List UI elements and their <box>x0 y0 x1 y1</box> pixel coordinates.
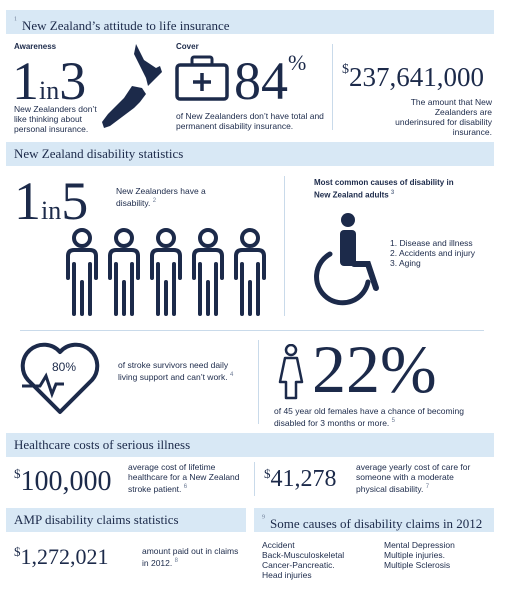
section-header-attitude <box>6 10 494 34</box>
new-zealand-map-icon <box>96 42 174 134</box>
section-header-healthcare <box>6 433 494 457</box>
person-icon <box>236 230 264 314</box>
females-text: of 45 year old females have a chance of becoming disabled for 3 months or more. $^5$ <box>274 406 464 428</box>
list-item: Accident <box>262 540 295 550</box>
section-title: Some causes of disability claims in 2012 <box>270 516 483 531</box>
section-title: New Zealand disability statistics <box>14 146 184 161</box>
section-header-causes-claims <box>254 508 494 532</box>
common-causes-list <box>390 238 475 268</box>
healthcare-left-amount: $100,000 <box>14 466 112 497</box>
list-item: 2. Accidents and injury <box>390 248 476 258</box>
section-title: New Zealand’s attitude to life insurance <box>22 18 230 33</box>
stroke-percent: 80% <box>52 360 77 374</box>
footnote-ref: 1 <box>14 16 17 23</box>
divider <box>332 44 333 130</box>
claims-amount: $1,272,021 <box>14 544 109 569</box>
person-icon <box>152 230 180 314</box>
divider <box>284 176 285 316</box>
person-icon <box>68 230 96 314</box>
one-in-five-text: New Zealanders have a disability. $^2$ <box>116 186 206 208</box>
list-item: 1. Disease and illness <box>390 238 473 248</box>
heart-icon <box>18 338 102 418</box>
list-item: Cancer-Pancreatic. <box>262 560 335 570</box>
one-in-five-stat: 1in5 <box>14 171 89 231</box>
underinsured-text: The amount that New Zealanders are underinsured for disability insurance. <box>395 97 492 137</box>
cover-label: Cover <box>176 42 199 51</box>
cover-stat: 84% <box>234 50 307 111</box>
list-item: 3. Aging <box>390 258 421 268</box>
healthcare-right-amount: $41,278 <box>264 466 337 492</box>
awareness-label: Awareness <box>14 42 57 51</box>
claim-causes-col2 <box>384 540 455 570</box>
healthcare-right-text: average yearly cost of care for someone with a moderate physical disability. $^7$ <box>356 462 471 494</box>
person-icon <box>110 230 138 314</box>
claims-text: amount paid out in claims in 2012. $^8$ <box>142 546 239 568</box>
section-header-amp <box>6 508 246 532</box>
divider <box>254 462 255 496</box>
underinsured-amount: $237,641,000 <box>342 62 484 92</box>
healthcare-left-text: average cost of lifetime healthcare for a New Zealand stroke patient. $^6$ <box>128 462 240 494</box>
list-item: Head injuries <box>262 570 312 580</box>
section-title: AMP disability claims statistics <box>14 512 179 527</box>
footnote-ref: 9 <box>262 514 265 521</box>
awareness-text: New Zealanders don’t like thinking about personal insurance. <box>14 104 97 134</box>
section-header-disability <box>6 142 494 166</box>
list-item: Multiple Sclerosis <box>384 560 451 570</box>
stroke-text: of stroke survivors need daily living support and can’t work. $^4$ <box>118 360 234 382</box>
cover-text: of New Zealanders don’t have total and permanent disability insurance. <box>176 111 324 131</box>
list-item: Back-Musculoskeletal <box>262 550 345 560</box>
female-icon <box>276 344 306 400</box>
section-title: Healthcare costs of serious illness <box>14 437 191 452</box>
list-item: Multiple injuries. <box>384 550 445 560</box>
divider <box>258 340 259 424</box>
claim-causes-col1 <box>262 540 344 580</box>
females-stat: 22% <box>312 331 437 407</box>
wheelchair-icon <box>310 212 386 308</box>
common-causes-title: Most common causes of disability in New Zealand adults $^3$ <box>314 178 454 200</box>
person-icon <box>194 230 222 314</box>
list-item: Mental Depression <box>384 540 455 550</box>
awareness-stat: 1in3 <box>12 51 87 111</box>
first-aid-kit-icon <box>174 54 230 102</box>
people-icons <box>62 226 268 318</box>
